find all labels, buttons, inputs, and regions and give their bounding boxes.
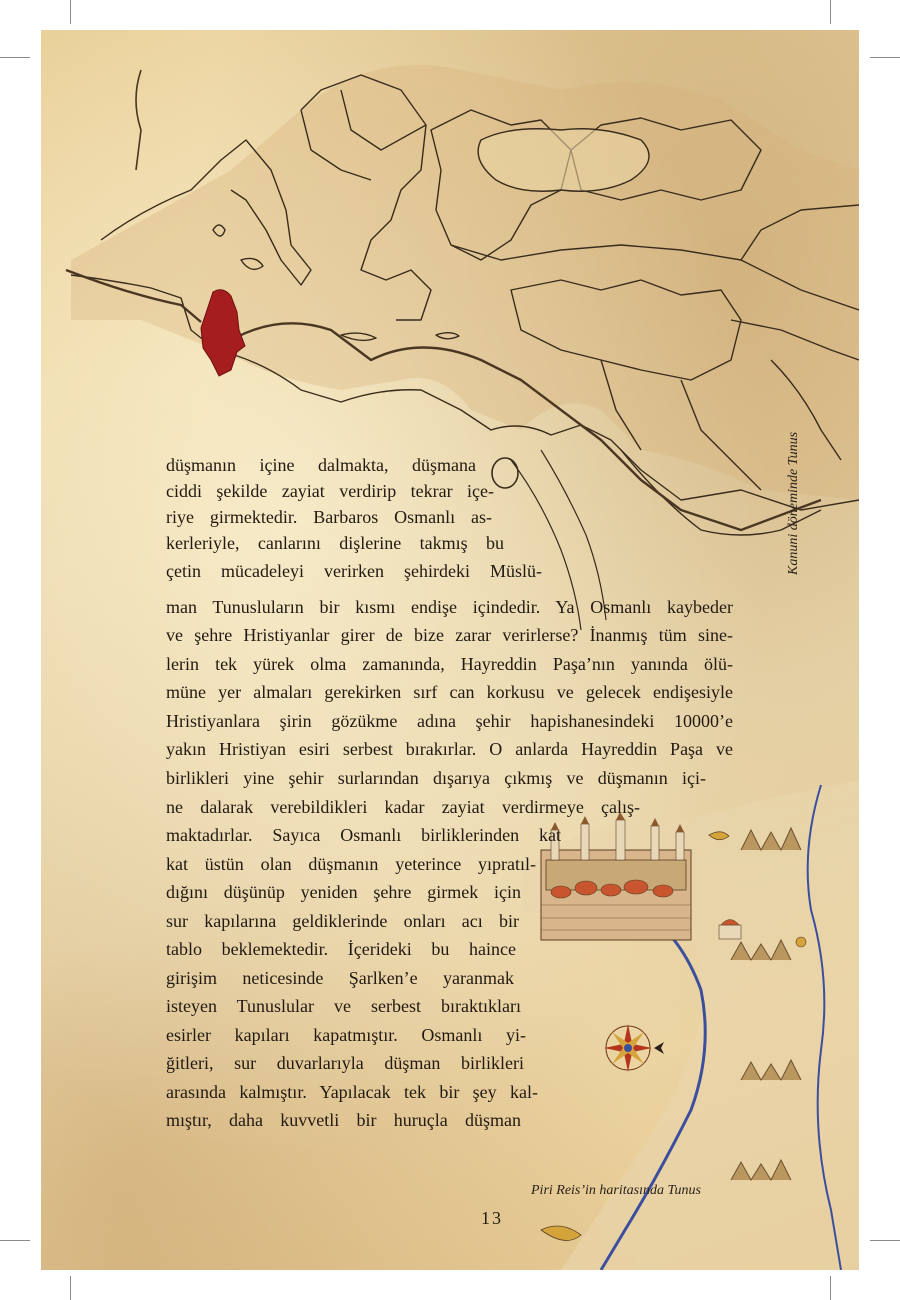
page-number: 13 <box>481 1208 503 1228</box>
text-line: çetin mücadeleyi verirken şehirdeki Müslü- <box>166 561 542 581</box>
text-line: ne dalarak verebildikleri kadar zayiat verdirmeye çalış- <box>166 797 640 817</box>
text-line: ğitleri, sur duvarlarıyla düşman birlikleri <box>166 1053 524 1073</box>
text-line: arasında kalmıştır. Yapılacak tek bir şey kal- <box>166 1082 538 1102</box>
text-line: mıştır, daha kuvvetli bir huruçla düşman <box>166 1110 521 1130</box>
crop-mark <box>870 57 900 58</box>
text-line: lerin tek yürek olma zamanında, Hayreddin Paşa’nın yanında ölü- <box>166 654 733 674</box>
map-caption-kanuni: Kanuni döneminde Tunus <box>786 431 801 575</box>
text-line: esirler kapıları kapatmıştır. Osmanlı yi- <box>166 1025 526 1045</box>
crop-mark <box>830 1276 831 1300</box>
text-line: birlikleri yine şehir surlarından dışarıya çıkmış ve düşmanın içi- <box>166 768 706 788</box>
book-page <box>41 30 859 1270</box>
crop-mark <box>870 1240 900 1241</box>
compass-rose-icon <box>604 1024 664 1072</box>
text-line: ciddi şekilde zayiat verdirip tekrar içe- <box>166 481 494 501</box>
text-line: dığını düşünüp yeniden şehre girmek için <box>166 882 521 902</box>
text-line: tablo beklemektedir. İçerideki bu haince <box>166 939 516 959</box>
crop-mark <box>0 57 30 58</box>
crop-mark <box>70 0 71 24</box>
text-line: yakın Hristiyan esiri serbest bırakırlar. O anlarda Hayreddin Paşa ve <box>166 739 733 759</box>
text-line: maktadırlar. Sayıca Osmanlı birliklerinden kat <box>166 825 561 845</box>
text-line: sur kapılarına geldiklerinde onları acı bir <box>166 911 519 931</box>
text-line: kat üstün olan düşmanın yeterince yıpratıl- <box>166 854 536 874</box>
text-line: Hristiyanlara şirin gözükme adına şehir hapishanesindeki 10000’e <box>166 711 733 731</box>
text-line: man Tunusluların bir kısmı endişe içindedir. Ya Osmanlı kaybeder <box>166 597 733 617</box>
text-line: düşmanın içine dalmakta, düşmana <box>166 455 476 475</box>
crop-mark <box>830 0 831 24</box>
map-caption-piri-reis: Piri Reis’in haritasında Tunus <box>531 1183 701 1198</box>
text-line: isteyen Tunuslular ve serbest bıraktıkları <box>166 996 521 1016</box>
crop-mark <box>70 1276 71 1300</box>
crop-mark <box>0 1240 30 1241</box>
text-line: kerleriyle, canlarını dişlerine takmış bu <box>166 533 504 553</box>
text-line: müne yer almaları gerekirken sırf can korkusu ve gelecek endişesiyle <box>166 682 733 702</box>
text-line: ve şehre Hristiyanlar girer de bize zarar verirlerse? İnanmış tüm sine- <box>166 625 733 645</box>
text-line: riye girmektedir. Barbaros Osmanlı as- <box>166 507 492 527</box>
text-line: girişim neticesinde Şarlken’e yaranmak <box>166 968 514 988</box>
